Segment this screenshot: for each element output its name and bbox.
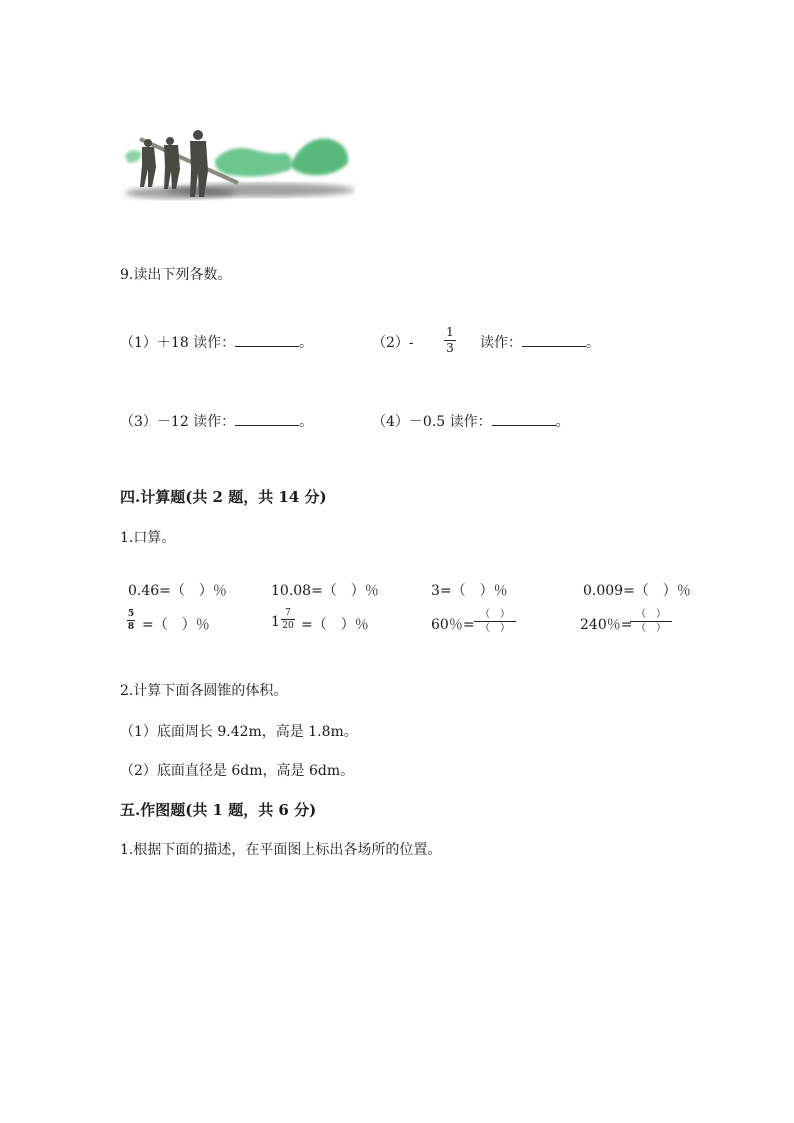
q9-item-2-after: 读作：: [480, 335, 522, 351]
section-4-heading: 四.计算题(共 2 题，共 14 分): [120, 488, 327, 506]
section-4-q2-item-1: （1）底面周长 9.42m，高是 1.8m。: [120, 724, 358, 740]
section-4-q2-title: 2.计算下面各圆锥的体积。: [120, 683, 288, 699]
q9-item-1: [120, 332, 313, 352]
answer-blank: [235, 332, 299, 347]
fraction-denominator: 3: [446, 341, 454, 355]
mental-calc-4: 0.009=（ ）％: [583, 583, 691, 599]
q9-item-2-rest: [480, 332, 600, 352]
q9-item-2-end: 。: [586, 335, 600, 351]
q9-item-4: [372, 411, 570, 431]
q9-item-4-label: （4）－0.5 读作：: [372, 414, 492, 430]
answer-blank: [235, 411, 299, 426]
q9-item-1-end: 。: [299, 335, 314, 351]
answer-blank: [492, 411, 556, 426]
mental-calc-8: 240％=: [580, 617, 633, 633]
fraction-numerator: 5: [127, 609, 135, 619]
mental-calc-7: 60％=: [431, 617, 475, 633]
mental-calc-5-fraction: [127, 609, 135, 632]
q9-item-1-label: （1）＋18 读作：: [120, 335, 236, 351]
q9-item-3: [120, 411, 313, 431]
mental-calc-1: 0.46=（ ）％: [128, 583, 227, 599]
section-4-q2-item-2: （2）底面直径是 6dm，高是 6dm。: [120, 763, 355, 779]
mental-calc-2: 10.08=（ ）％: [271, 583, 379, 599]
fraction-numerator-blank: （ ）: [636, 609, 666, 620]
fraction-denominator: 8: [127, 622, 135, 632]
fraction-denominator-blank: （ ）: [636, 623, 666, 634]
answer-blank: [522, 332, 586, 347]
illustration-workers: [120, 125, 355, 210]
q9-item-3-end: 。: [299, 414, 314, 430]
section-5-q1-title: 1.根据下面的描述，在平面图上标出各场所的位置。: [120, 842, 442, 858]
mental-calc-3: 3=（ ）％: [431, 583, 508, 599]
q9-item-3-label: （3）－12 读作：: [120, 414, 236, 430]
mental-calc-8-fraction: [630, 609, 672, 634]
q9-item-2-label: （2）-: [372, 335, 414, 351]
section-4-q1-title: 1.口算。: [120, 530, 176, 546]
q9-item-2-fraction: [444, 326, 456, 355]
fraction-numerator: 7: [285, 608, 291, 618]
question-9-title: 9.读出下列各数。: [120, 267, 232, 283]
mental-calc-6-fraction: [281, 608, 295, 631]
fraction-numerator-blank: （ ）: [480, 609, 510, 620]
mental-calc-7-fraction: [474, 609, 516, 634]
q9-item-4-end: 。: [555, 414, 570, 430]
mental-calc-6: =（ ）％: [301, 617, 369, 633]
fraction-numerator: 1: [446, 325, 454, 339]
section-5-heading: 五.作图题(共 1 题，共 6 分): [120, 801, 317, 819]
fraction-denominator: 20: [282, 621, 294, 631]
mental-calc-6-whole: 1: [271, 614, 280, 630]
fraction-denominator-blank: （ ）: [480, 623, 510, 634]
mental-calc-5: =（ ）％: [142, 617, 210, 633]
